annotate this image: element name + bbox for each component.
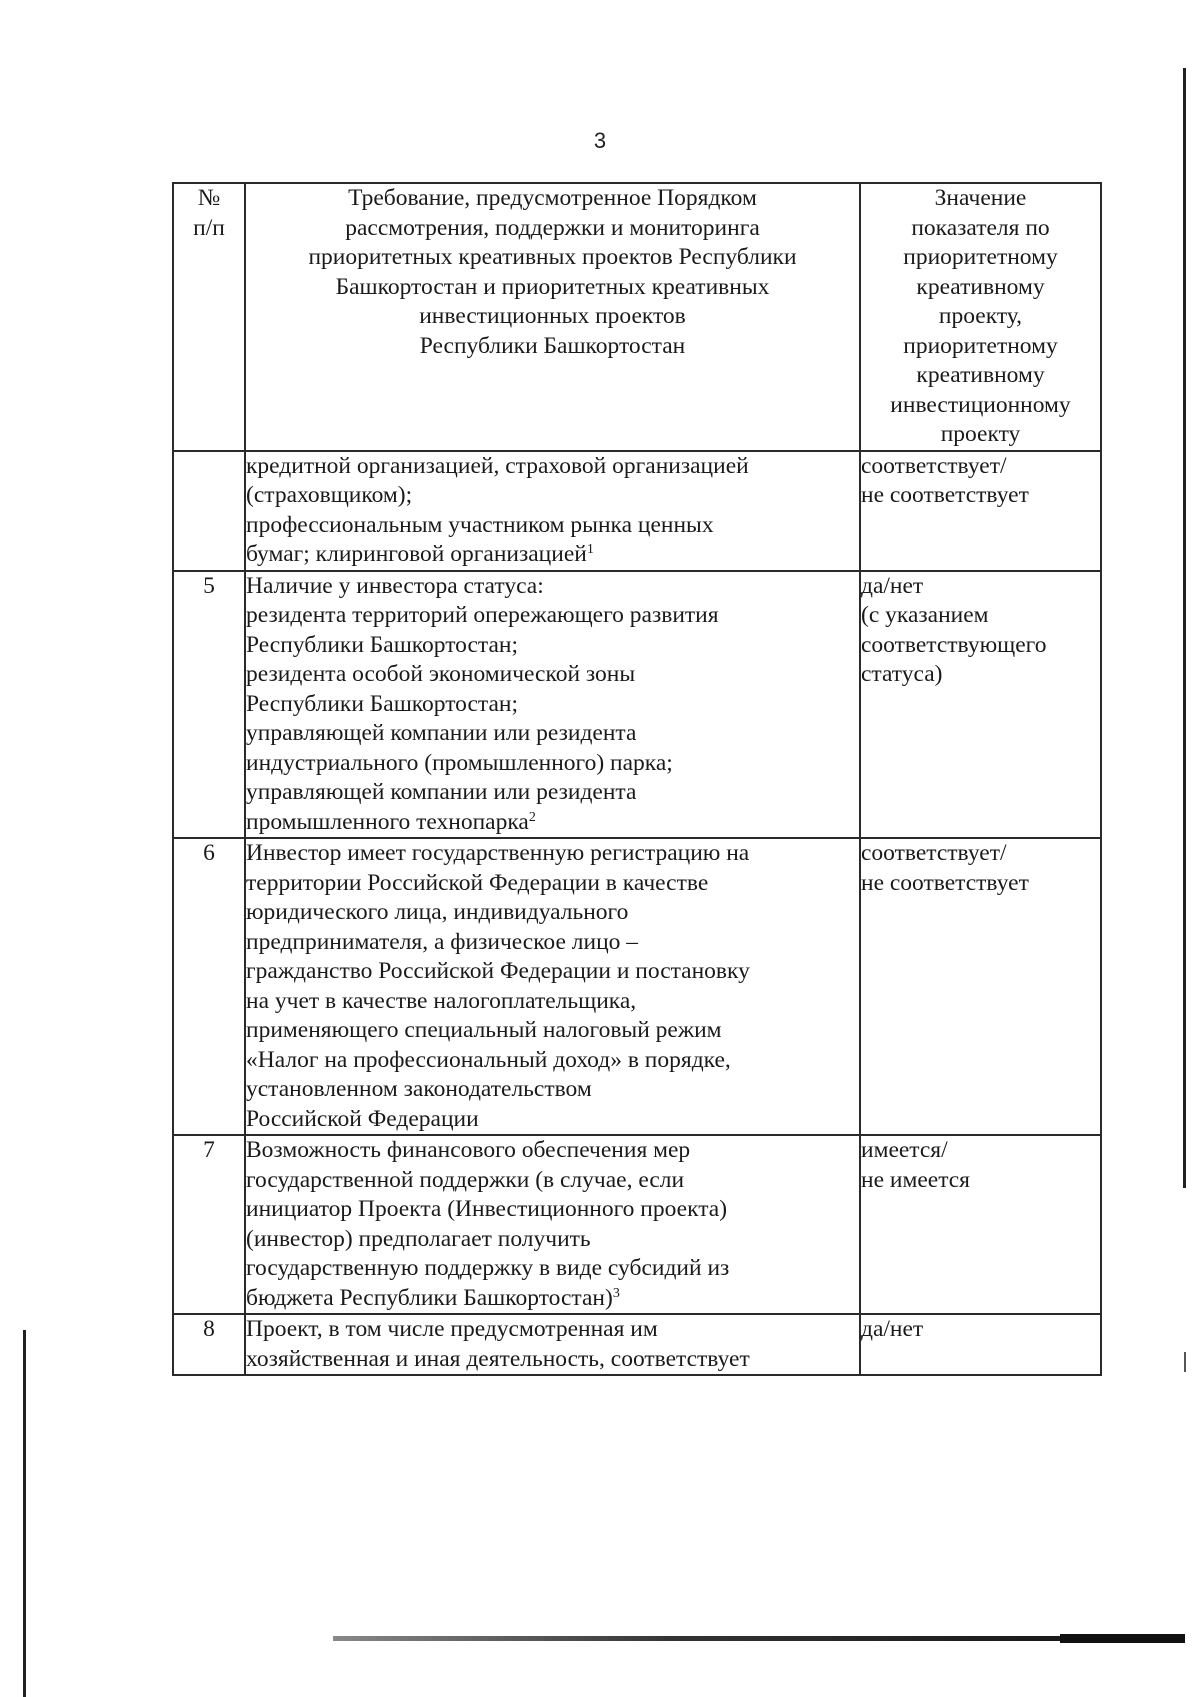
- value-line: статуса): [861, 661, 943, 687]
- requirement-line: государственной поддержки (в случае, если: [246, 1166, 685, 1193]
- header-value-line: показателя по: [911, 214, 1050, 241]
- header-requirement: [245, 183, 860, 451]
- requirement-line: инициатор Проекта (Инвестиционного проекта): [246, 1196, 728, 1222]
- requirement-line: Инвестор имеет государственную регистрацию на: [246, 840, 750, 866]
- header-value-line: Значение: [934, 185, 1027, 211]
- row-value: [860, 838, 1101, 1135]
- requirement-line: «Налог на профессиональный доход» в порядке,: [246, 1046, 731, 1073]
- requirement-line: [246, 540, 859, 570]
- footnote-mark: 3: [612, 1285, 620, 1301]
- row-requirement: [245, 838, 860, 1135]
- value-line: не имеется: [861, 1166, 970, 1193]
- requirement-line: индустриального (промышленного) парка;: [246, 749, 673, 776]
- value-line: да/нет: [861, 1316, 924, 1342]
- row-requirement: [245, 1314, 860, 1375]
- scan-edge-bottom: [333, 1636, 1185, 1641]
- header-value-line: проекту,: [938, 303, 1023, 329]
- requirement-line: хозяйственная и иная деятельность, соответствует: [246, 1345, 750, 1372]
- requirement-line: управляющей компании или резидента: [246, 779, 637, 805]
- row-value: [860, 1314, 1101, 1375]
- row-value: [860, 1135, 1101, 1314]
- requirement-line: (инвестор) предполагает получить: [246, 1225, 591, 1252]
- requirement-line: управляющей компании или резидента: [246, 720, 637, 746]
- row-number: 7: [173, 1135, 245, 1314]
- value-line: имеется/: [861, 1137, 948, 1163]
- value-line: да/нет: [861, 572, 924, 599]
- requirement-line: профессиональным участником рынка ценных: [246, 511, 714, 538]
- requirement-line: Республики Башкортостан;: [246, 690, 519, 717]
- requirement-line: резидента особой экономической зоны: [246, 661, 636, 687]
- requirement-line: кредитной организацией, страховой организацией: [246, 452, 749, 479]
- header-requirement-line: Республики Башкортостан: [419, 332, 686, 359]
- header-value-line: проекту: [940, 421, 1021, 447]
- requirement-text: промышленного технопарка: [246, 808, 529, 835]
- table-row: [173, 571, 1101, 839]
- requirement-line: Проект, в том числе предусмотренная им: [246, 1316, 658, 1342]
- header-value: [860, 183, 1101, 451]
- row-requirement: [245, 451, 860, 571]
- requirement-line: Республики Башкортостан;: [246, 631, 519, 658]
- table-row: [173, 838, 1101, 1135]
- requirement-line: Наличие у инвестора статуса:: [246, 572, 544, 599]
- requirement-line: [246, 808, 859, 838]
- row-number: [173, 451, 245, 571]
- table-header-row: [173, 183, 1101, 451]
- header-requirement-line: рассмотрения, поддержки и мониторинга: [345, 214, 760, 241]
- header-number-line: №: [197, 185, 221, 211]
- row-value: [860, 451, 1101, 571]
- requirement-text: бюджета Республики Башкортостан): [246, 1284, 613, 1311]
- value-line: не соответствует: [861, 482, 1029, 508]
- requirements-table: [172, 182, 1102, 1376]
- table-row: [173, 1314, 1101, 1375]
- requirement-line: [246, 1284, 859, 1314]
- header-requirement-line: Требование, предусмотренное Порядком: [348, 185, 757, 211]
- requirement-line: (страховщиком);: [246, 482, 413, 508]
- footnote-mark: 1: [586, 542, 594, 557]
- requirement-line: Возможность финансового обеспечения мер: [246, 1137, 691, 1163]
- requirement-line: применяющего специальный налоговый режим: [246, 1017, 722, 1043]
- header-requirement-line: Башкортостан и приоритетных креативных: [335, 273, 770, 300]
- row-number: 5: [173, 571, 245, 839]
- value-line: (с указанием: [861, 602, 989, 628]
- requirement-text: бумаг; клиринговой организацией: [246, 541, 587, 567]
- row-requirement: [245, 1135, 860, 1314]
- value-line: соответствует/: [861, 452, 1007, 479]
- row-number: 6: [173, 838, 245, 1135]
- requirement-line: Российской Федерации: [246, 1105, 479, 1132]
- header-requirement-line: инвестиционных проектов: [419, 303, 686, 329]
- header-number: [173, 183, 245, 451]
- scan-edge-left: [23, 1330, 26, 1697]
- row-requirement: [245, 571, 860, 839]
- requirement-line: предпринимателя, а физическое лицо –: [246, 928, 639, 955]
- scan-edge-bottom-thick: [1060, 1634, 1185, 1643]
- header-value-line: креативному: [916, 362, 1045, 388]
- requirement-line: на учет в качестве налогоплательщика,: [246, 987, 637, 1014]
- page-number: 3: [593, 128, 607, 153]
- row-number: 8: [173, 1314, 245, 1375]
- requirement-line: гражданство Российской Федерации и постановку: [246, 958, 750, 984]
- header-number-line: п/п: [193, 214, 225, 241]
- header-requirement-line: приоритетных креативных проектов Республики: [308, 244, 797, 270]
- requirement-line: территории Российской Федерации в качестве: [246, 869, 709, 896]
- requirement-line: юридического лица, индивидуального: [246, 899, 629, 925]
- header-value-line: инвестиционному: [890, 391, 1071, 418]
- requirement-line: установленном законодательством: [246, 1076, 592, 1102]
- value-line: соответствующего: [861, 631, 1047, 658]
- footnote-mark: 2: [528, 809, 536, 825]
- scan-edge-right-mark: [1184, 1352, 1186, 1372]
- scan-edge-right: [1183, 68, 1186, 1188]
- value-line: соответствует/: [861, 840, 1007, 866]
- header-value-line: приоритетному: [903, 244, 1058, 270]
- table-row: [173, 451, 1101, 571]
- table-row: [173, 1135, 1101, 1314]
- row-value: [860, 571, 1101, 839]
- requirement-line: резидента территорий опережающего развития: [246, 602, 719, 628]
- value-line: не соответствует: [861, 869, 1029, 896]
- requirement-line: государственную поддержку в виде субсидий из: [246, 1255, 730, 1281]
- header-value-line: креативному: [916, 273, 1045, 300]
- header-value-line: приоритетному: [903, 332, 1058, 359]
